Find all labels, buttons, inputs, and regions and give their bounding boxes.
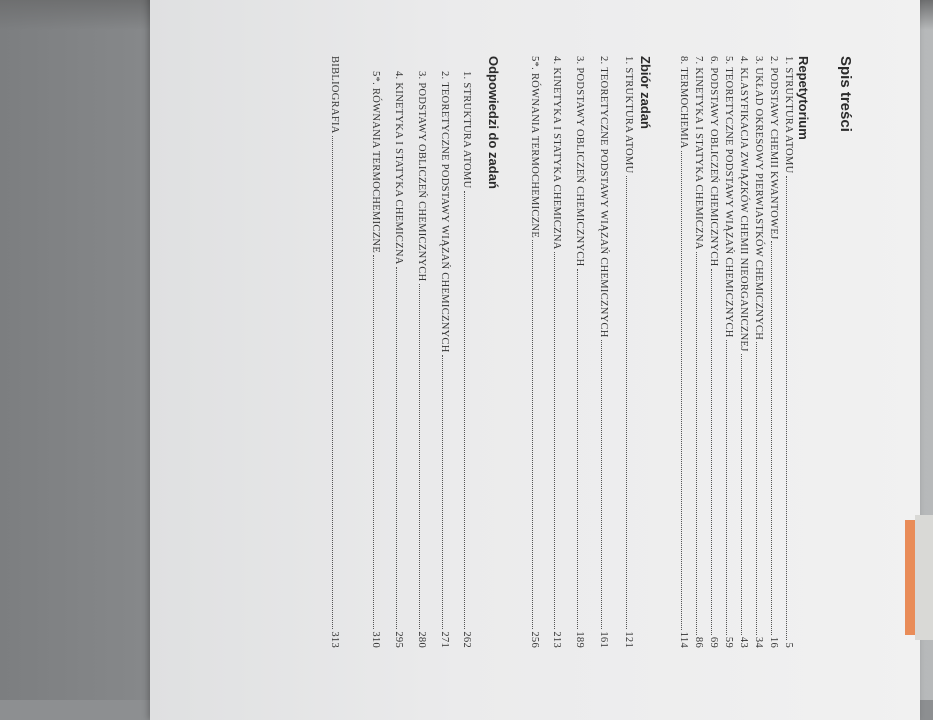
toc-row-label: 4. KINETYKA I STATYKA CHEMICZNA (551, 56, 562, 250)
toc-row-page: 43 (738, 636, 749, 648)
toc-row (574, 56, 585, 648)
leader-dots (771, 241, 773, 634)
leader-dots (464, 191, 466, 630)
toc-row (416, 71, 427, 648)
toc-row-page: 213 (551, 631, 562, 648)
section-title-repetytorium: Repetytorium (796, 56, 811, 140)
toc-row-page: 262 (461, 631, 472, 648)
toc-row (738, 56, 749, 648)
toc-row-page: 161 (598, 631, 609, 648)
leader-dots (786, 176, 788, 641)
toc-row-label: 5*. RÓWNANIA TERMOCHEMICZNE (370, 71, 381, 254)
leader-dots (373, 255, 375, 629)
leader-dots (554, 252, 556, 630)
leader-dots (711, 269, 713, 635)
toc-row (783, 56, 794, 648)
toc-row-label: 4. KLASYFIKACJA ZWIĄZKÓW CHEMII NIEORGANICZNEJ (738, 56, 749, 352)
leader-dots (626, 176, 628, 630)
toc-row (370, 71, 381, 648)
leader-dots (696, 252, 698, 635)
toc-row (551, 56, 562, 648)
toc-row-page: 280 (416, 631, 427, 648)
leader-dots (442, 355, 444, 630)
book-edge (915, 515, 933, 640)
leader-dots (419, 284, 421, 630)
table-of-contents (160, 16, 854, 688)
toc-row-page: 86 (693, 636, 704, 648)
toc-row-label: 4. KINETYKA I STATYKA CHEMICZNA (393, 71, 404, 265)
toc-row-label: 8. TERMOCHEMIA (678, 56, 689, 149)
orange-tab (905, 520, 915, 635)
toc-row-label: 6. PODSTAWY OBLICZEŃ CHEMICZNYCH (708, 56, 719, 267)
toc-row-page: 295 (393, 631, 404, 648)
toc-row (768, 56, 779, 648)
toc-row (678, 56, 689, 648)
toc-row (461, 71, 472, 648)
toc-row-label: 2. TEORETYCZNE PODSTAWY WIĄZAŃ CHEMICZNYCH (598, 56, 609, 338)
toc-title: Spis treści (837, 56, 854, 132)
leader-dots (396, 267, 398, 630)
toc-row-label: 5. TEORETYCZNE PODSTAWY WIĄZAŃ CHEMICZNYCH (723, 56, 734, 338)
leader-dots (681, 151, 683, 630)
toc-row-page: 271 (439, 631, 450, 648)
toc-row-page: 34 (753, 636, 764, 648)
toc-row-label: 2. TEORETYCZNE PODSTAWY WIĄZAŃ CHEMICZNYCH (439, 71, 450, 353)
leader-dots (577, 269, 579, 630)
toc-row-label: 1. STRUKTURA ATOMU (461, 71, 472, 189)
toc-row-label: 5*. RÓWNANIA TERMOCHEMICZNE (529, 56, 540, 239)
leader-dots (332, 136, 334, 630)
leader-dots (756, 342, 758, 635)
toc-row-label: BIBLIOGRAFIA (329, 56, 340, 134)
leader-dots (741, 354, 743, 635)
toc-row (529, 56, 540, 648)
toc-row (623, 56, 634, 648)
toc-row-label: 3. UKŁAD OKRESOWY PIERWIASTKÓW CHEMICZNYCH (753, 56, 764, 341)
toc-row-page: 310 (370, 631, 381, 648)
toc-row (693, 56, 704, 648)
toc-row-page: 59 (723, 636, 734, 648)
toc-row-label: 3. PODSTAWY OBLICZEŃ CHEMICZNYCH (574, 56, 585, 267)
toc-row-label: 2. PODSTAWY CHEMII KWANTOWEJ (768, 56, 779, 240)
toc-row-page: 189 (574, 631, 585, 648)
toc-row-page: 121 (623, 631, 634, 648)
toc-row (753, 56, 764, 648)
toc-row-label: 7. KINETYKA I STATYKA CHEMICZNA (693, 56, 704, 250)
toc-row-page: 16 (768, 636, 779, 648)
toc-row-bibliografia (329, 56, 340, 648)
toc-row (723, 56, 734, 648)
toc-row (708, 56, 719, 648)
toc-row-page: 114 (678, 631, 689, 648)
toc-row-page: 69 (708, 636, 719, 648)
section-title-odpowiedzi: Odpowiedzi do zadań (486, 56, 501, 189)
toc-row-page: 313 (329, 631, 340, 648)
toc-row-page: 256 (529, 631, 540, 648)
toc-row-page: 5 (783, 642, 794, 648)
leader-dots (601, 340, 603, 630)
toc-row (393, 71, 404, 648)
leader-dots (726, 340, 728, 635)
toc-row (598, 56, 609, 648)
toc-row (439, 71, 450, 648)
toc-row-label: 1. STRUKTURA ATOMU (623, 56, 634, 174)
toc-row-label: 1. STRUKTURA ATOMU (783, 56, 794, 174)
leader-dots (532, 240, 534, 629)
section-title-zbior: Zbiór zadań (638, 56, 653, 129)
toc-row-label: 3. PODSTAWY OBLICZEŃ CHEMICZNYCH (416, 71, 427, 282)
